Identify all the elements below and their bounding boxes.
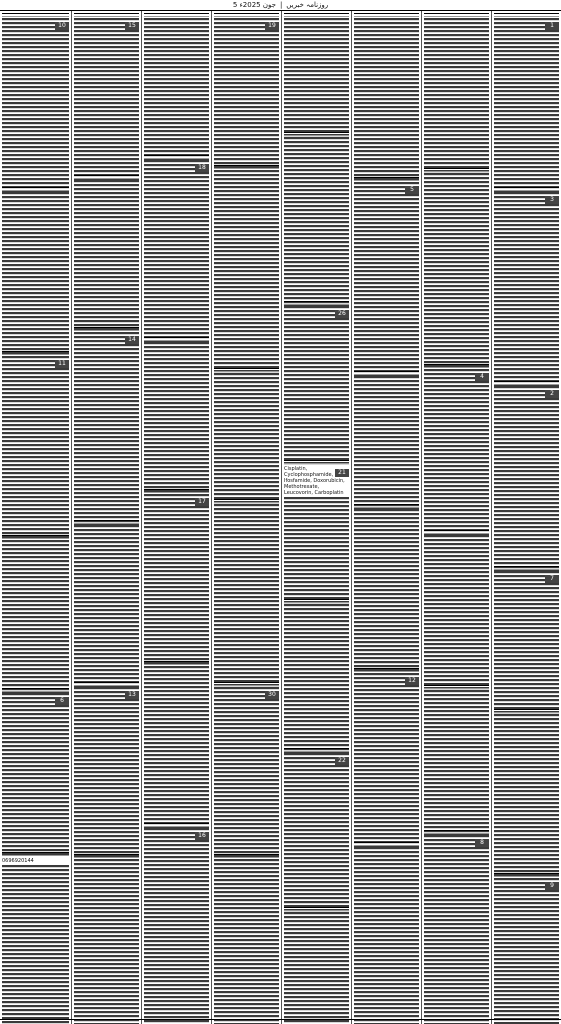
footer-rule [0,1019,561,1024]
story-headline [214,165,279,169]
news-story [214,11,279,163]
story-headline [284,907,349,911]
news-story [354,840,419,1024]
story-number-badge: 13 [125,691,139,699]
story-headline [214,13,279,17]
news-column-4 [281,11,351,1024]
news-story [214,163,279,366]
news-story [144,487,209,659]
story-number-badge: 10 [55,22,69,30]
news-story [354,369,419,502]
story-body-text [354,182,419,376]
news-story [424,166,489,362]
story-headline [284,301,349,305]
story-headline [2,688,69,692]
news-story [144,659,209,821]
story-number-badge: 15 [125,22,139,30]
story-headline [494,709,559,713]
story-number-badge: 11 [55,360,69,368]
story-body-text [2,356,69,540]
story-body-text [144,342,209,494]
story-body-text [424,173,489,369]
news-story [214,852,279,1024]
news-story [144,11,209,153]
story-body-text [2,192,69,356]
masthead-title: روزنامہ خبریں [286,1,329,9]
story-number-badge: 9 [545,882,559,890]
story-number-badge: 3 [545,196,559,204]
story-body-text [144,828,209,1024]
news-column-7 [71,11,141,1024]
masthead [0,0,561,11]
news-story [494,564,559,707]
story-headline [354,504,419,508]
story-body-text [214,504,279,686]
story-body-text [214,687,279,859]
story-body-text [144,494,209,666]
story-headline [74,854,139,858]
story-number-badge: 26 [335,310,349,318]
story-headline [214,682,279,686]
news-story [144,153,209,335]
story-body-text [494,571,559,714]
news-story [284,746,349,905]
news-story [2,11,69,185]
story-headline [354,668,419,672]
news-story [2,349,69,533]
news-story [214,366,279,498]
story-body-text [214,170,279,373]
story-body-text [494,192,559,386]
story-body-text [214,18,279,170]
news-story [354,11,419,175]
story-body-text [2,18,69,192]
story-headline [2,187,69,191]
story-body-text [424,18,489,173]
story-body-text [424,835,489,1024]
news-story [494,379,559,563]
story-number-badge: 2 [545,390,559,398]
story-body-text [494,386,559,570]
story-body-text [354,376,419,509]
story-headline [214,854,279,858]
story-headline [2,13,69,17]
news-story [424,828,489,1024]
news-story [354,666,419,840]
news-story [284,458,349,597]
story-number-badge: 4 [475,373,489,381]
story-number-badge: 17 [195,498,209,506]
story-headline [144,13,209,17]
story-body-text [2,540,69,693]
story-headline [494,13,559,17]
news-story [74,173,139,325]
story-headline [424,685,489,689]
news-story [74,325,139,517]
news-story [2,185,69,349]
news-story [214,680,279,852]
contact-phone: 0696920144 [2,858,34,865]
story-headline [214,368,279,372]
story-headline [284,748,349,752]
story-body-text [74,525,139,687]
news-story [284,597,349,746]
story-number-badge: 21 [335,469,349,477]
story-headline [74,682,139,686]
news-story [424,528,489,683]
story-headline [494,381,559,385]
story-headline [144,661,209,665]
news-story [354,175,419,369]
story-headline [424,530,489,534]
news-story [424,362,489,527]
story-body-text [74,180,139,332]
story-body-text [144,18,209,160]
story-headline [284,460,349,464]
story-body-text [424,690,489,835]
story-body-text [74,687,139,859]
newspaper-page [0,11,561,1024]
news-story [2,686,69,850]
news-story [354,502,419,666]
story-body-text [284,306,349,465]
story-headline [354,842,419,846]
news-story [284,130,349,299]
news-story [284,905,349,1024]
news-story [214,497,279,679]
story-body-text [424,369,489,534]
story-body-text [284,18,349,137]
news-column-6 [141,11,211,1024]
story-body-text [214,859,279,1024]
story-headline [424,364,489,368]
news-story [144,821,209,1024]
story-headline [354,13,419,17]
story-body-text [2,865,69,1024]
story-body-text [214,373,279,505]
story-body-text [494,18,559,192]
story-body-text [354,18,419,182]
story-number-badge: 18 [195,164,209,172]
story-number-badge: 8 [475,839,489,847]
story-headline [424,13,489,17]
news-story [74,680,139,852]
story-body-text [2,693,69,857]
story-headline [144,155,209,159]
news-story [494,11,559,185]
story-headline [284,13,349,17]
news-story [424,11,489,166]
story-body-text [284,753,349,912]
story-headline [284,599,349,603]
story-headline [494,566,559,570]
story-headline [2,535,69,539]
news-story [494,185,559,379]
story-headline [144,337,209,341]
news-column-2 [421,11,491,1024]
story-number-badge: 12 [405,677,419,685]
story-headline [354,371,419,375]
story-number-badge: 5 [405,186,419,194]
story-body-text [354,673,419,847]
story-body-text [284,912,349,1024]
story-headline [74,520,139,524]
story-number-badge: 1 [545,22,559,30]
story-body-text [494,714,559,878]
story-number-badge: 16 [195,832,209,840]
news-story [74,11,139,173]
story-body-text [354,509,419,673]
story-body-text [494,878,559,1024]
news-story [2,850,69,1024]
masthead-date: 5 جون 2025ء [232,1,276,9]
news-story [144,335,209,487]
story-body-text [74,859,139,1024]
story-body-text [284,604,349,753]
story-headline [2,351,69,355]
story-body-text [354,847,419,1024]
story-body-text [424,535,489,690]
story-headline [494,187,559,191]
story-headline [74,175,139,179]
story-headline [424,830,489,834]
news-column-8 [0,11,71,1024]
story-body-text [74,18,139,180]
story-number-badge: 22 [335,757,349,765]
news-story [74,852,139,1024]
story-body-text [144,160,209,342]
story-headline [494,873,559,877]
story-body-text [74,332,139,524]
news-column-5 [211,11,281,1024]
story-headline [424,168,489,172]
story-body-text [284,137,349,306]
news-story [494,871,559,1024]
story-number-badge: 19 [265,22,279,30]
story-headline [144,489,209,493]
story-body-text [144,666,209,828]
news-story [424,683,489,828]
news-story [284,11,349,130]
story-headline [284,132,349,136]
news-story [2,533,69,686]
story-number-badge: 14 [125,336,139,344]
story-headline [144,823,209,827]
news-story [74,518,139,680]
drug-list-text: Cisplatin, Cyclophosphamide, Ifosfamide, Doxorubicin, Methotrexate, Leucovorin, Carboplatin [284,465,345,496]
story-headline [214,499,279,503]
story-headline [2,852,69,856]
news-story [494,707,559,871]
story-headline [354,177,419,181]
story-headline [74,327,139,331]
masthead-separator: | [279,1,283,9]
story-number-badge: 6 [55,697,69,705]
news-column-3 [351,11,421,1024]
news-story [284,299,349,458]
story-headline [74,13,139,17]
news-column-1 [491,11,561,1024]
story-number-badge: 7 [545,575,559,583]
story-number-badge: 30 [265,691,279,699]
